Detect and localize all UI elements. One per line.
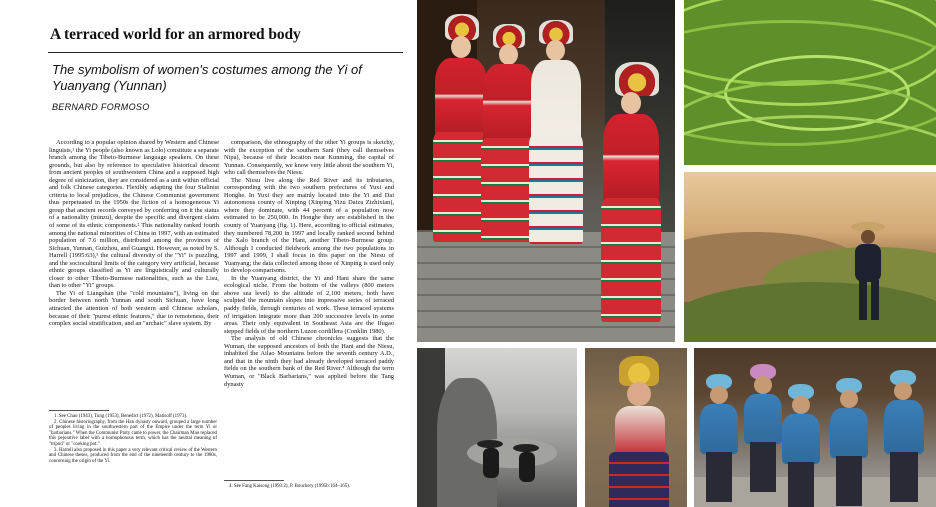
yi-women-red-costumes-photo	[417, 0, 675, 342]
article-author: BERNARD FORMOSO	[52, 102, 150, 112]
article-subtitle: The symbolism of women's costumes among the Yi of Yuanyang (Yunnan)	[52, 62, 362, 93]
footnotes-left	[49, 414, 217, 464]
footnote: 2. Chinese historiography, from the Han dynasty onward, grouped a large number of peoples living in the southwestern part of the Empire under the term Yi or "barbarians." When the Communist Party came to power, the Chairman Mao replaced this pejorative label with a homophonous term, which has the neutral meaning of "tripod" or "cooking pot."	[49, 419, 217, 447]
paragraph: The Niesu live along the Red River and its tributaries, corresponding with the two southern prefectures of Yuxi and Honghe. In Yuxi they are mainly located into the Yi and Dai autonomous county of Xinping (Xinping Yizu Daizu Zizhixian), where they dominate, with 44 percent of a population now estimated to be 250,000. In Honghe they are established in the county of Yuanyang (fig. 1). Here, according to official estimates, they numbered 78,200 in 1997 and locally ranked second behind the Xalo branch of the Hani, another Tibeto-Burmese group. Although I conducted fieldwork among the two populations in 1997 and 1999, I shall focus in this paper on the Niesu of Yuanyang; the data collected among those of Xinping is used only to develop comparisons.	[224, 176, 394, 275]
elderly-women-blue-hats-photo	[694, 348, 936, 507]
paragraph: comparison, the ethnography of the other Yi groups is sketchy, with the exception of the southern Sani (they call themselves Nipa), because of their location near Kunming, the capital of Yunnan. Consequently, we know very little about the southern Yi, who call themselves the Niesu.	[224, 139, 394, 177]
paragraph: The Yi of Liangshan (the "cold mountains"), living on the border between north Yunnan and south Sichuan, have long attracted the attention of both western and Chinese scholars, because of their "purest ethnic features," due to remoteness, their complex social stratification, and an "archaic" slave system. By	[49, 289, 219, 328]
footnote-rule	[224, 480, 284, 481]
paragraph: In the Yuanyang district, the Yi and Hani share the same ecological niche. From the bottom of the valleys (800 meters above sea level) to the altitude of 2,100 meters, both have sculpted the mountain slopes into impressive series of terraced paddy fields, through centuries of work. These terraced systems of irrigation integrate more than 200 successive levels in some areas. Their only equivalent in Southeast Asia are the Ifugao stepped fields of the northern Luzon cordillera (Conklin 1980).	[224, 274, 394, 335]
title-rule	[48, 52, 403, 53]
footnotes-right	[224, 484, 392, 490]
farmer-on-terraces-photo	[684, 172, 936, 342]
girl-in-headdress-photo	[585, 348, 687, 507]
paragraph: According to a popular opinion shared by Western and Chinese linguists,¹ the Yi people (also known as Lolo) constitute a separate branch among the Tibeto-Burmese language speakers. On these grounds, but also by reference to speculative historical descent from ancient peoples of southwestern China and a supposed high degree of sinicization, they are considered as a unit within official and folk Chinese categories. Flexibly adapting the four Stalinist criteria to local prejudices, the Chinese Communist government thus perpetuated in the 1950s the fiction of a homogeneous Yi group that ancient records conveyed by conferring on it the status of a nationality (minzu), despite the specific and divergent claim of some of its ethnic components.² This nationality ranked fourth among the national minorities of China in 1997, with an estimated population of 7.6 million, distributed among the provinces of Sichuan, Yunnan, Guizhou, and Guangxi. However, as noted by S. Harrell (1995:63),³ the cultural diversity of the "Yi" is puzzling, and the sociocultural limits of the category very artificial, because ethnic groups classified as Yi are linguistically and culturally closer to other Tibeto-Burmese nationalities, such as the Lisu, than to other "Yi" groups.	[49, 139, 219, 290]
farmer-figure	[849, 222, 889, 322]
paragraph: The analysis of old Chinese chronicles suggests that the Wuman, the supposed ancestors of both the Hani and the Niesu, inhabited the Ailao Mountains before the seventh century A.D., and that in the ninth they had already developed terraced paddy fields on the southern bank of the Red River.⁴ Although the term Wuman, or "Black Barbarians," was applied before the Tang dynasty	[224, 335, 394, 388]
article-title: A terraced world for an armored body	[50, 26, 301, 43]
text-column-right	[224, 139, 394, 477]
black-and-white-villagers-photo	[417, 348, 577, 507]
text-column-left	[49, 139, 219, 401]
footnote: 3. Harrell also proposed in this paper a very relevant critical review of the Western and Chinese theses, produced from the end of the nineteenth century to the 1980s, concerning the origin of the Yi.	[49, 447, 217, 464]
terraced-rice-fields-photo	[684, 0, 936, 165]
villager-figure	[477, 440, 503, 480]
footnote-rule	[49, 410, 109, 411]
article-page	[0, 0, 414, 507]
footnote: 1. See Chao (1943), Tung (1953), Benedict (1972), Matisoff (1973).	[54, 414, 188, 419]
villager-figure	[513, 444, 539, 484]
footnote: 4. See Fang Kaisong (1993:2), P. Bouchery (1995b:164–165).	[229, 484, 351, 489]
